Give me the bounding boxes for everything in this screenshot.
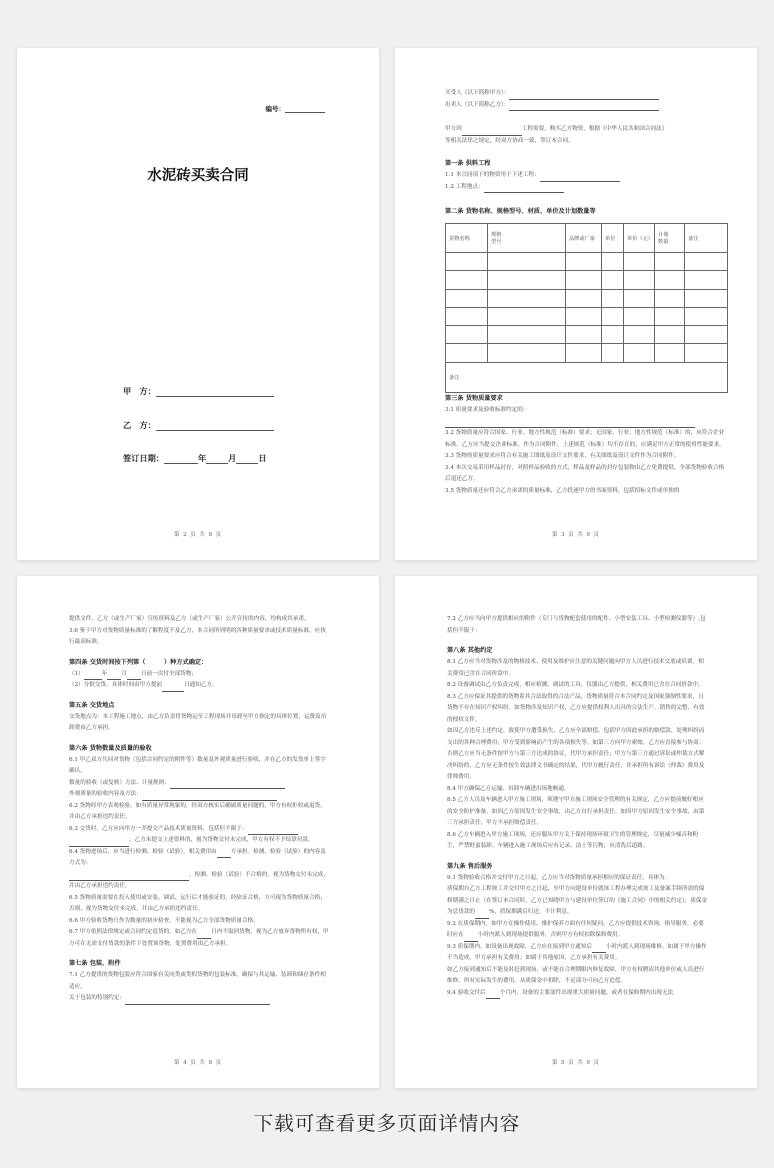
party-a-field bbox=[123, 386, 274, 397]
contract-number-blank bbox=[285, 106, 325, 113]
day-blank bbox=[127, 673, 141, 680]
article-8-2: 8.2 设备调试由乙方负责完成，相应检测、调试的工具、仪器由乙方提供，相关费用已含在合同价款中。 bbox=[447, 682, 704, 688]
article-4-2-blank bbox=[162, 685, 184, 692]
article-7-1: 7.1 乙方提供的货物包装应符合国家有关同类或类似货物的包装标准，确保与其运输、装卸和储存条件相适应。 bbox=[69, 972, 326, 990]
article-3-5-continued: 提供文件、乙方（或生产厂家）宣传资料及乙方（或生产厂家）公开宣传的内容，均构成其承诺。 bbox=[69, 616, 310, 622]
article-6-4b-text: 方承担。检测、检验（试验）的内容及方式为： bbox=[69, 848, 326, 866]
article-2-title: 第二条 货物名称、规格型号、材质、单价及计划数量等 bbox=[445, 208, 596, 215]
article-9-3-text: 9.3 质保期内，如设备出现故障，乙方应在接到甲方通知后 bbox=[447, 943, 592, 950]
article-6-1: 6.1 甲乙双方共同对货物（包括合同约定的附件等）数量及外观质量进行验收，并在乙方的发货单上签字确认。 bbox=[69, 756, 326, 774]
article-1-1 bbox=[445, 170, 720, 182]
article-9-2 bbox=[447, 919, 709, 942]
article-3-4: 3.4 本次交易采用样品封存，对照样品验收的方式，样品及样品的封存包装物由乙方免费提供，全部货物验收合格后退还乙方。 bbox=[445, 464, 725, 482]
document-page-3 bbox=[17, 576, 379, 1088]
article-6-4c-blank bbox=[69, 874, 189, 881]
article-3 bbox=[445, 393, 725, 497]
article-4-1-text-c: 月 bbox=[121, 670, 127, 677]
article-6-6: 6.6 甲方验收货物只作为数量的初步检查，不能视为乙方全部货物质量合格。 bbox=[69, 917, 259, 924]
article-6-1c-text: 外观质量的验收内容及方法： bbox=[69, 791, 142, 797]
article-9-1: 9.1 货物验收合格并交付甲方之日起，乙方应当对货物质量承担相应的保证责任，具体为： bbox=[447, 874, 671, 881]
seller-line bbox=[445, 100, 715, 112]
article-3-title: 第三条 货物质量要求 bbox=[445, 395, 503, 402]
table-header-cell: 单位 bbox=[602, 224, 624, 253]
article-6-7 bbox=[69, 927, 331, 950]
table-row bbox=[446, 253, 728, 271]
article-6-title: 第六条 货物数量及质量的验收 bbox=[69, 744, 152, 752]
party-a-label: 甲 方： bbox=[123, 386, 156, 396]
sign-date-field bbox=[123, 453, 267, 464]
year-blank bbox=[164, 454, 198, 464]
article-9-4 bbox=[447, 988, 709, 1000]
table-header-cell: 计划 数量 bbox=[655, 224, 685, 253]
article-4-2-text-b: 日通知乙方。 bbox=[184, 682, 218, 688]
article-6-4-blank bbox=[217, 851, 231, 858]
article-3-6: 3.6 鉴于甲方对货物质量标准的了解程度不及乙方，本合同所列明的各种质量要求或技术质量标准，应执行最高标准。 bbox=[69, 627, 326, 645]
article-3-1-blank-line bbox=[445, 417, 725, 429]
table-header-row bbox=[446, 224, 728, 253]
article-7-2: 7.2 乙方应当向甲方提供相应的附件（专门与货物配套使用的配件、小型安装工具、小型检测仪器等）,包括但不限于： bbox=[447, 616, 706, 634]
page-footer: 第 5 页 共 9 页 bbox=[552, 1060, 600, 1066]
article-4-1-text-b: 年 bbox=[101, 670, 108, 677]
article-3-1: 3.1 质量要求及验收标准约定的： bbox=[445, 407, 529, 413]
article-6-3b-text: 。乙方未提交上述资料的，视为货物交付未完成，甲方有权不予结算付款。 bbox=[129, 837, 314, 843]
party-a-blank bbox=[156, 387, 274, 397]
article-3-1-blank bbox=[445, 421, 695, 428]
page4-content bbox=[447, 614, 709, 999]
intro-line-2: 等相关法律之规定，经双方协商一致，签订本合同。 bbox=[445, 137, 574, 144]
article-6-3-text: 6.3 交货时，乙方应向甲方一并提交产品技术质量资料，包括但不限于： bbox=[69, 825, 248, 832]
article-4-1-text-a: （1） bbox=[69, 670, 84, 677]
buyer-label: 买受人（以下简称甲方）： bbox=[445, 90, 510, 96]
intro-line-1 bbox=[445, 124, 720, 136]
article-6-7-blank bbox=[197, 932, 211, 939]
article-1-2-text: 1.2 工程地点： bbox=[445, 183, 484, 190]
table-header-cell: 备注 bbox=[685, 224, 728, 253]
article-6-1c-blank bbox=[142, 794, 277, 801]
article-6-4c-text: 。检测、检验（试验）不合格的，视为货物交付未完成，并由乙方承担违约责任。 bbox=[69, 871, 329, 889]
page3-content bbox=[69, 614, 331, 1005]
contract-number-label: 编号： bbox=[265, 105, 285, 113]
article-9-3c: 如乙方接到通知后不能及时赶到现场，或不能在合理期限内修复故障，甲方有权聘请其他单位或人员进行维修，所有实际发生的费用，从质保金中扣除，不足部分可向乙方追偿。 bbox=[447, 966, 705, 984]
seller-blank bbox=[509, 104, 659, 111]
article-6-1c bbox=[69, 789, 331, 801]
document-page-4 bbox=[395, 576, 757, 1088]
month-label: 月 bbox=[228, 453, 237, 463]
page-footer: 第 3 页 共 9 页 bbox=[552, 532, 600, 538]
buyer-blank bbox=[509, 93, 659, 100]
table-header-cell: 单价（元） bbox=[624, 224, 655, 253]
article-6-1b-blank bbox=[170, 782, 285, 789]
article-9-1b-blank bbox=[475, 912, 489, 919]
intro-text-1: 甲方因 bbox=[445, 126, 462, 132]
month-blank bbox=[206, 454, 228, 464]
article-9-4-blank bbox=[486, 992, 500, 999]
article-8-4: 8.4 甲方确保乙方运输、吊卸车辆进出场地畅通。 bbox=[447, 785, 570, 792]
intro-block bbox=[445, 124, 720, 147]
article-4-2 bbox=[69, 680, 331, 692]
article-6-7b-text: 日内不取回货物，视为乙方放弃货物所有权，甲方可在无需支付货款的条件下处置该货物，处置费用由乙方承担。 bbox=[69, 929, 329, 947]
parties-block bbox=[445, 88, 715, 111]
article-8-5: 8.5 乙方人员及车辆进入甲方施工现场，须遵守甲方施工现场安全管理的有关规定，乙方应提前做好相应的安全防护准备。如因乙方原因发生安全事故，由乙方自行承担责任。如因甲方原因发生安全事故，由第三方承担责任，甲方不承担赔偿责任。 bbox=[447, 797, 705, 826]
table-note-row bbox=[446, 362, 728, 392]
article-9-1c-text: %，质保期满后归还，不计利息。 bbox=[488, 909, 573, 915]
table-header-cell: 品牌或厂家 bbox=[566, 224, 602, 253]
day-blank bbox=[236, 454, 258, 464]
article-6-3 bbox=[69, 824, 331, 836]
article-9-3-blank bbox=[592, 946, 606, 953]
article-9-4-text: 9.4 验收交付后 bbox=[447, 989, 486, 996]
article-9-3b-text: 小时内派人到现场维修。如属于甲方操作不当造成，甲方承担有关费用；如属于其他原因，乙方承担有关费用。 bbox=[447, 943, 707, 961]
article-7-1b-text: 关于包装的特别约定： bbox=[69, 995, 125, 1001]
article-9-2b-text: 小时内派人到现场提供服务，否则甲方有权扣除保修费用。 bbox=[477, 932, 624, 938]
party-b-field bbox=[123, 420, 274, 431]
article-4-1-text-d: 日 bbox=[140, 670, 147, 677]
article-8-3: 8.3 乙方应保证其提供的货物系其合法取得的合法产品，货物质量符合本合同约定及国家强制性要求，且货物不存在知识产权纠纷。如货物涉及知识产权，乙方应提供权利人出具的合法生产、销售的完整、有效的授权文件。 bbox=[447, 693, 705, 723]
day-label: 日 bbox=[258, 453, 267, 463]
table-row bbox=[446, 271, 728, 289]
article-9-2-text: 9.2 在质保期内，如甲方在操作使用、维护保养方面有任何疑问，乙方应提供技术咨询、指导服务，必要时应在 bbox=[447, 920, 704, 938]
document-page-2 bbox=[395, 48, 757, 560]
table-row bbox=[446, 344, 728, 362]
article-1-2-blank bbox=[484, 186, 564, 193]
article-6-4 bbox=[69, 847, 331, 870]
article-3-2: 3.2 货物质量应符合国家、行业、地方性规范（标准）要求；无国家、行业、地方性规范（标准）的，应符合企业标准。乙方应当提交企业标准，作为合同附件，上述规范（标准）均不存在的，应满足甲方正常的使用性能要求。 bbox=[445, 430, 725, 448]
article-4-1 bbox=[69, 669, 331, 681]
article-6-2: 6.2 货物经甲方表观检验，如有质量异常现象的，经双方核实后确属质量问题的，甲方有权拒收或退货，并由乙方承担违约责任。 bbox=[69, 802, 326, 820]
document-page-cover bbox=[17, 48, 379, 560]
article-1-1-blank bbox=[540, 175, 620, 182]
table-header-cell: 规格 型号 bbox=[488, 224, 566, 253]
article-7-title: 第七条 包装、附件 bbox=[69, 960, 121, 967]
article-8-title: 第八条 其他约定 bbox=[447, 647, 493, 654]
article-6-4c bbox=[69, 870, 331, 893]
table-note-cell: 备注 bbox=[446, 362, 728, 392]
page-footer: 第 4 页 共 9 页 bbox=[174, 1060, 222, 1066]
article-5-title: 第五条 交货地点 bbox=[69, 701, 115, 709]
sign-date-label: 签订日期： bbox=[123, 453, 164, 463]
article-1-1-text: 1.1 本合同项下的物资用于下述工程： bbox=[445, 172, 540, 178]
article-4-title: 第四条 交货时间按下列第（ ）种方式确定： bbox=[69, 658, 208, 666]
article-1-title: 第一条 供料工程 bbox=[445, 160, 491, 167]
intro-text-2: 工程需要，购买乙方物资，根据《中华人民共和国合同法》 bbox=[521, 126, 668, 132]
article-6-5: 6.5 货物质量需要在投入使用或安装、调试、运行后才能验证的，经验证合格，方可视为货物质量合格；否则，视为货物交付未完成，并由乙方承担违约责任。 bbox=[69, 894, 326, 912]
contract-title: 水泥砖买卖合同 bbox=[147, 168, 249, 184]
goods-table bbox=[445, 223, 728, 393]
article-9-1b bbox=[447, 884, 709, 919]
article-6-3-blank bbox=[248, 828, 298, 835]
download-more-prompt[interactable]: 下载可查看更多页面详情内容 bbox=[253, 1112, 521, 1135]
article-7-1b bbox=[69, 993, 331, 1005]
page-footer: 第 2 页 共 9 页 bbox=[174, 532, 222, 538]
party-b-blank bbox=[156, 421, 274, 431]
table-row bbox=[446, 307, 728, 325]
year-blank bbox=[84, 673, 102, 680]
project-blank bbox=[462, 129, 522, 136]
article-1 bbox=[445, 158, 720, 193]
month-blank bbox=[107, 673, 121, 680]
article-9-2-blank bbox=[464, 935, 478, 942]
article-8-3b: 如因乙方违反上述约定，致使甲方遭受损失，乙方应全部赔偿，包括甲方因此承担的赔偿款、处理纠纷而支出的各种合理费用；甲方受到影响而产生的各项损失等。如第三方向甲方索赔，乙方应直接参与协商；否则乙方应当无条件按甲方与第三方达成的协议，代甲方承担责任；甲方与第三方通过诉讼或仲裁方式解决纠纷的，乙方应无条件按生效法律文书确定的结果，代甲方履行责任，并承担所有诉讼（仲裁）费用及律师费用。 bbox=[447, 728, 705, 780]
article-3-3: 3.3 货物的质量要求应符合有关施工图纸及设计文件要求，有关图纸及设计文件作为合同附件。 bbox=[445, 453, 680, 459]
article-4-1-text-e: 前一次付全部货物； bbox=[146, 670, 197, 677]
article-6-7-text: 6.7 甲方依照法律规定或合同约定退货的，如乙方在 bbox=[69, 929, 198, 935]
article-4-2-text-a: （2）分批交货，具体时间由甲方提前 bbox=[69, 682, 163, 688]
article-6-1b-text: 数量的验收（或复核）方法、计量规则： bbox=[69, 779, 170, 786]
table-row bbox=[446, 289, 728, 307]
article-9-title: 第九条 售后服务 bbox=[447, 862, 493, 870]
article-6-3b-blank bbox=[69, 840, 129, 847]
article-3-5: 3.5 货物质量还应符合乙方承诺的质量标准，乙方投递甲方的书面资料，包括招标文件或单独的 bbox=[445, 487, 680, 494]
article-7-1b-blank bbox=[125, 998, 270, 1005]
article-8-1: 8.1 乙方应当对货物涉及的物格技术、使用及维护应注意的关键问题向甲方人员进行技术交底或培训。相关费用已含在合同价款中。 bbox=[447, 659, 704, 677]
article-6-3b bbox=[69, 835, 331, 847]
buyer-line bbox=[445, 88, 715, 100]
contract-number bbox=[266, 104, 326, 113]
article-1-2 bbox=[445, 182, 720, 194]
party-b-label: 乙 方： bbox=[123, 420, 156, 430]
article-9-1b-text: 质保期自乙方工程竣工并交付甲方之日起，至甲方向建设单位就该工程办理完成竣工及备案手续所需的保修期满之日止（在签订本合同时，乙方已知晓甲方与建设单位签订的《施工合同》中的相关约定），质保金为总货款的 bbox=[447, 886, 708, 915]
article-9-4b-text: 个月内，设备的主要部件出现重大质量问题，或者在保修期内出现无法 bbox=[499, 989, 674, 996]
article-9-3 bbox=[447, 942, 709, 965]
article-6-4-text: 6.4 货物进场后，应当进行检测、检验（试验），相关费用由 bbox=[69, 848, 217, 855]
seller-label: 出卖人（以下简称乙方）： bbox=[445, 101, 510, 108]
article-5-body: 交货地点为：本工程施工地点，由乙方负责将货物运至工程现场并吊卸至甲方指定的具体位置，运费及吊卸费由乙方承担。 bbox=[69, 713, 327, 731]
article-8-6: 8.6 乙方车辆进入甲方施工现场，还应服从甲方关于保持现场环境卫生的管理规定，尽量减少噪音和粉尘，严禁野蛮装卸。车辆进入施工现场后应有记录，清土等污物，应清洗后道路。 bbox=[447, 831, 699, 849]
table-row bbox=[446, 326, 728, 344]
year-label: 年 bbox=[197, 453, 207, 463]
table-header-cell: 货物名称 bbox=[446, 224, 488, 253]
article-6-1b bbox=[69, 778, 331, 790]
